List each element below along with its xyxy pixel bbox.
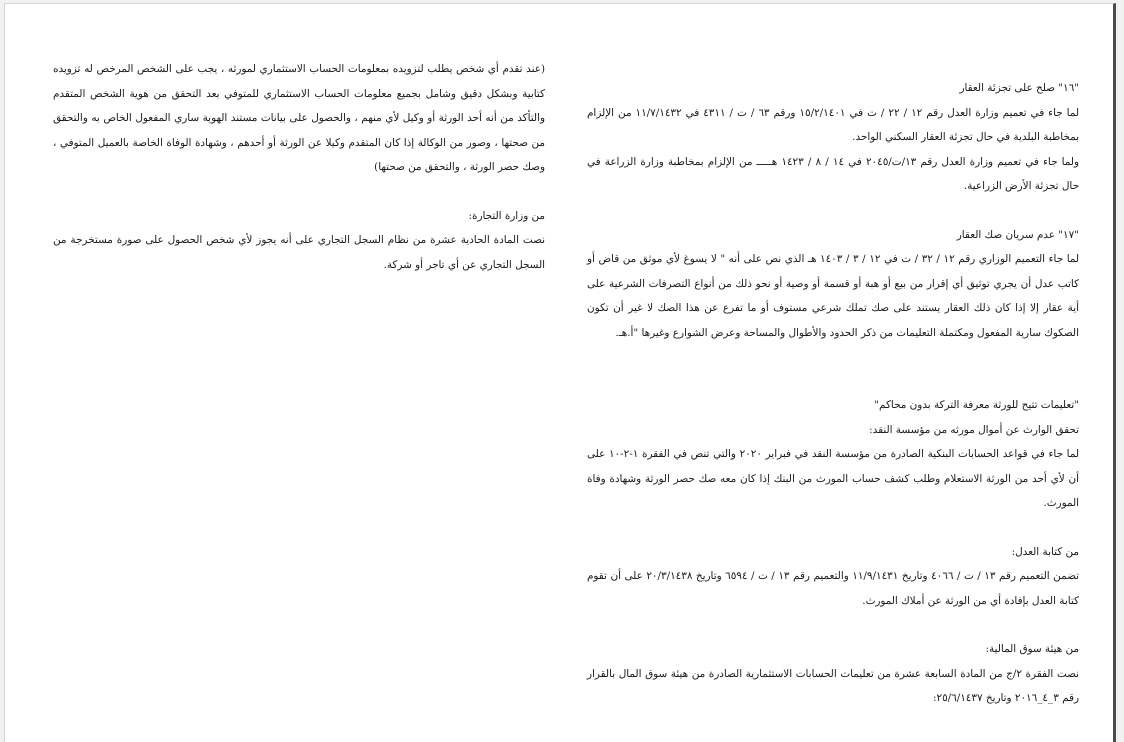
section-inheritance-instructions — [587, 393, 1079, 516]
section-17-deed-validity — [587, 223, 1079, 346]
section-notary — [587, 540, 1079, 614]
notary-heading: من كتابة العدل: — [1011, 545, 1079, 558]
document-page — [4, 3, 1116, 742]
section-17-paragraph: لما جاء التعميم الوزاري رقم ١٢ / ٣٢ / ت في ١٢ / ٣ / ١٤٠٣ هـ الذي نص على أنه " لا يسوغ لأي موثق من قاض أو كاتب عدل أن يجري توثيق أي إقرار من بيع أو هبة أو قسمة أو وصية أو نحو ذلك من أنواع التصرفات الشرعية على أية عقار إلا إذا كان ذلك العقار يستند على صك تملك شرعي مستوف أو ما تفرع عن هذا الصك لا غير أن تكون الصكوك سارية المفعول ومكتملة التعليمات من ذكر الحدود والأطوال والمساحة وعرض الشوارع وغيرها "أ.هـ. — [587, 253, 1080, 339]
section-16-paragraph-2: ولما جاء في تعميم وزارة العدل رقم ١٣/ت/٢٠٤٥ في ١٤ / ٨ / ١٤٢٣ هـــــ من الإلزام بمخاطبة وزارة الزراعة في حال تجزئة الأرض الزراعية. — [587, 155, 1079, 192]
cma-quote-paragraph: (عند تقدم أي شخص يطلب لتزويده بمعلومات الحساب الاستثماري لمورثه ، يجب على الشخص المرخص له تزويده كتابية وبشكل دقيق وشامل بجميع معلومات الحساب الاستثماري للمتوفي بعد التحقق من هوية الشخص المتقدم والتأكد من أنه أحد الورثة أو وكيل لأي منهم ، والحصول على بيانات مستند الهوية ساري المفعول الخاص به والتحقق من صحتها ، وصور من الوكالة إذا كان المتقدم وكيلا عن الورثة أو أحدهم ، وشهادة الوفاة الخاصة بالعميل المتوفي ، وصك حصر الورثة ، والتحقق من صحتها) — [53, 63, 545, 173]
notary-paragraph: تضمن التعميم رقم ١٣ / ت / ٤٠٦٦ وتاريخ ١١/٩/١٤٣١ والتعميم رقم ١٣ / ت / ٦٥٩٤ وتاريخ ٢٠/٣/١٤٣٨ على أن تقوم كتابة العدل بإفادة أي من الورثة عن أملاك المورث. — [587, 570, 1079, 607]
section-commerce — [53, 204, 545, 278]
section-17-heading: "١٧" عدم سريان صك العقار — [956, 228, 1079, 241]
instructions-paragraph: لما جاء في قواعد الحسابات البنكية الصادرة من مؤسسة النقد في فبراير ٢٠٢٠ والتي تنص في الفقرة ١-٢-١٠ على أن لأي أحد من الورثة الاستعلام وطلب كشف حساب المورث من البنك إذا كان معه صك حصر الورثة وشهادة وفاة المورث. — [587, 448, 1079, 509]
section-16-heading: "١٦" صلح على تجزئة العقار — [959, 82, 1079, 94]
capital-market-paragraph: نصت الفقرة ٢/ج من المادة السابعة عشرة من تعليمات الحسابات الاستثمارية الصادرة من هيئة سوق المال بالقرار رقم ٣_٤_٢٠١٦ وتاريخ ٢٥/٦/١٤٣٧: — [587, 667, 1079, 704]
commerce-paragraph: نصت المادة الحادية عشرة من نظام السجل التجاري على أنه يجوز لأي شخص الحصول على صورة مستخرجة من السجل التجاري عن أي تاجر أو شركة. — [53, 234, 545, 271]
capital-market-heading: من هيئة سوق المالية: — [985, 643, 1079, 655]
section-16-paragraph-1: لما جاء في تعميم وزارة العدل رقم ١٢ / ٢٢ / ت في ١٥/٢/١٤٠١ ورقم ٦٣ / ت / ٤٣١١ في ١١/٧/١٤٣٢ من الإلزام بمخاطبة البلدية في حال تجزئة العقار السكني الواحد. — [587, 106, 1079, 143]
section-cma-quote — [53, 57, 545, 180]
section-16-property-division — [587, 76, 1079, 199]
instructions-subheading: تحقق الوارث عن أموال مورثه من مؤسسة النقد: — [869, 423, 1079, 436]
left-column — [53, 57, 545, 277]
commerce-heading: من وزارة التجارة: — [468, 209, 545, 222]
right-column — [587, 76, 1079, 711]
section-capital-market — [587, 637, 1079, 711]
instructions-heading: "تعليمات تتيح للورثة معرفة التركة بدون محاكم" — [874, 399, 1079, 411]
